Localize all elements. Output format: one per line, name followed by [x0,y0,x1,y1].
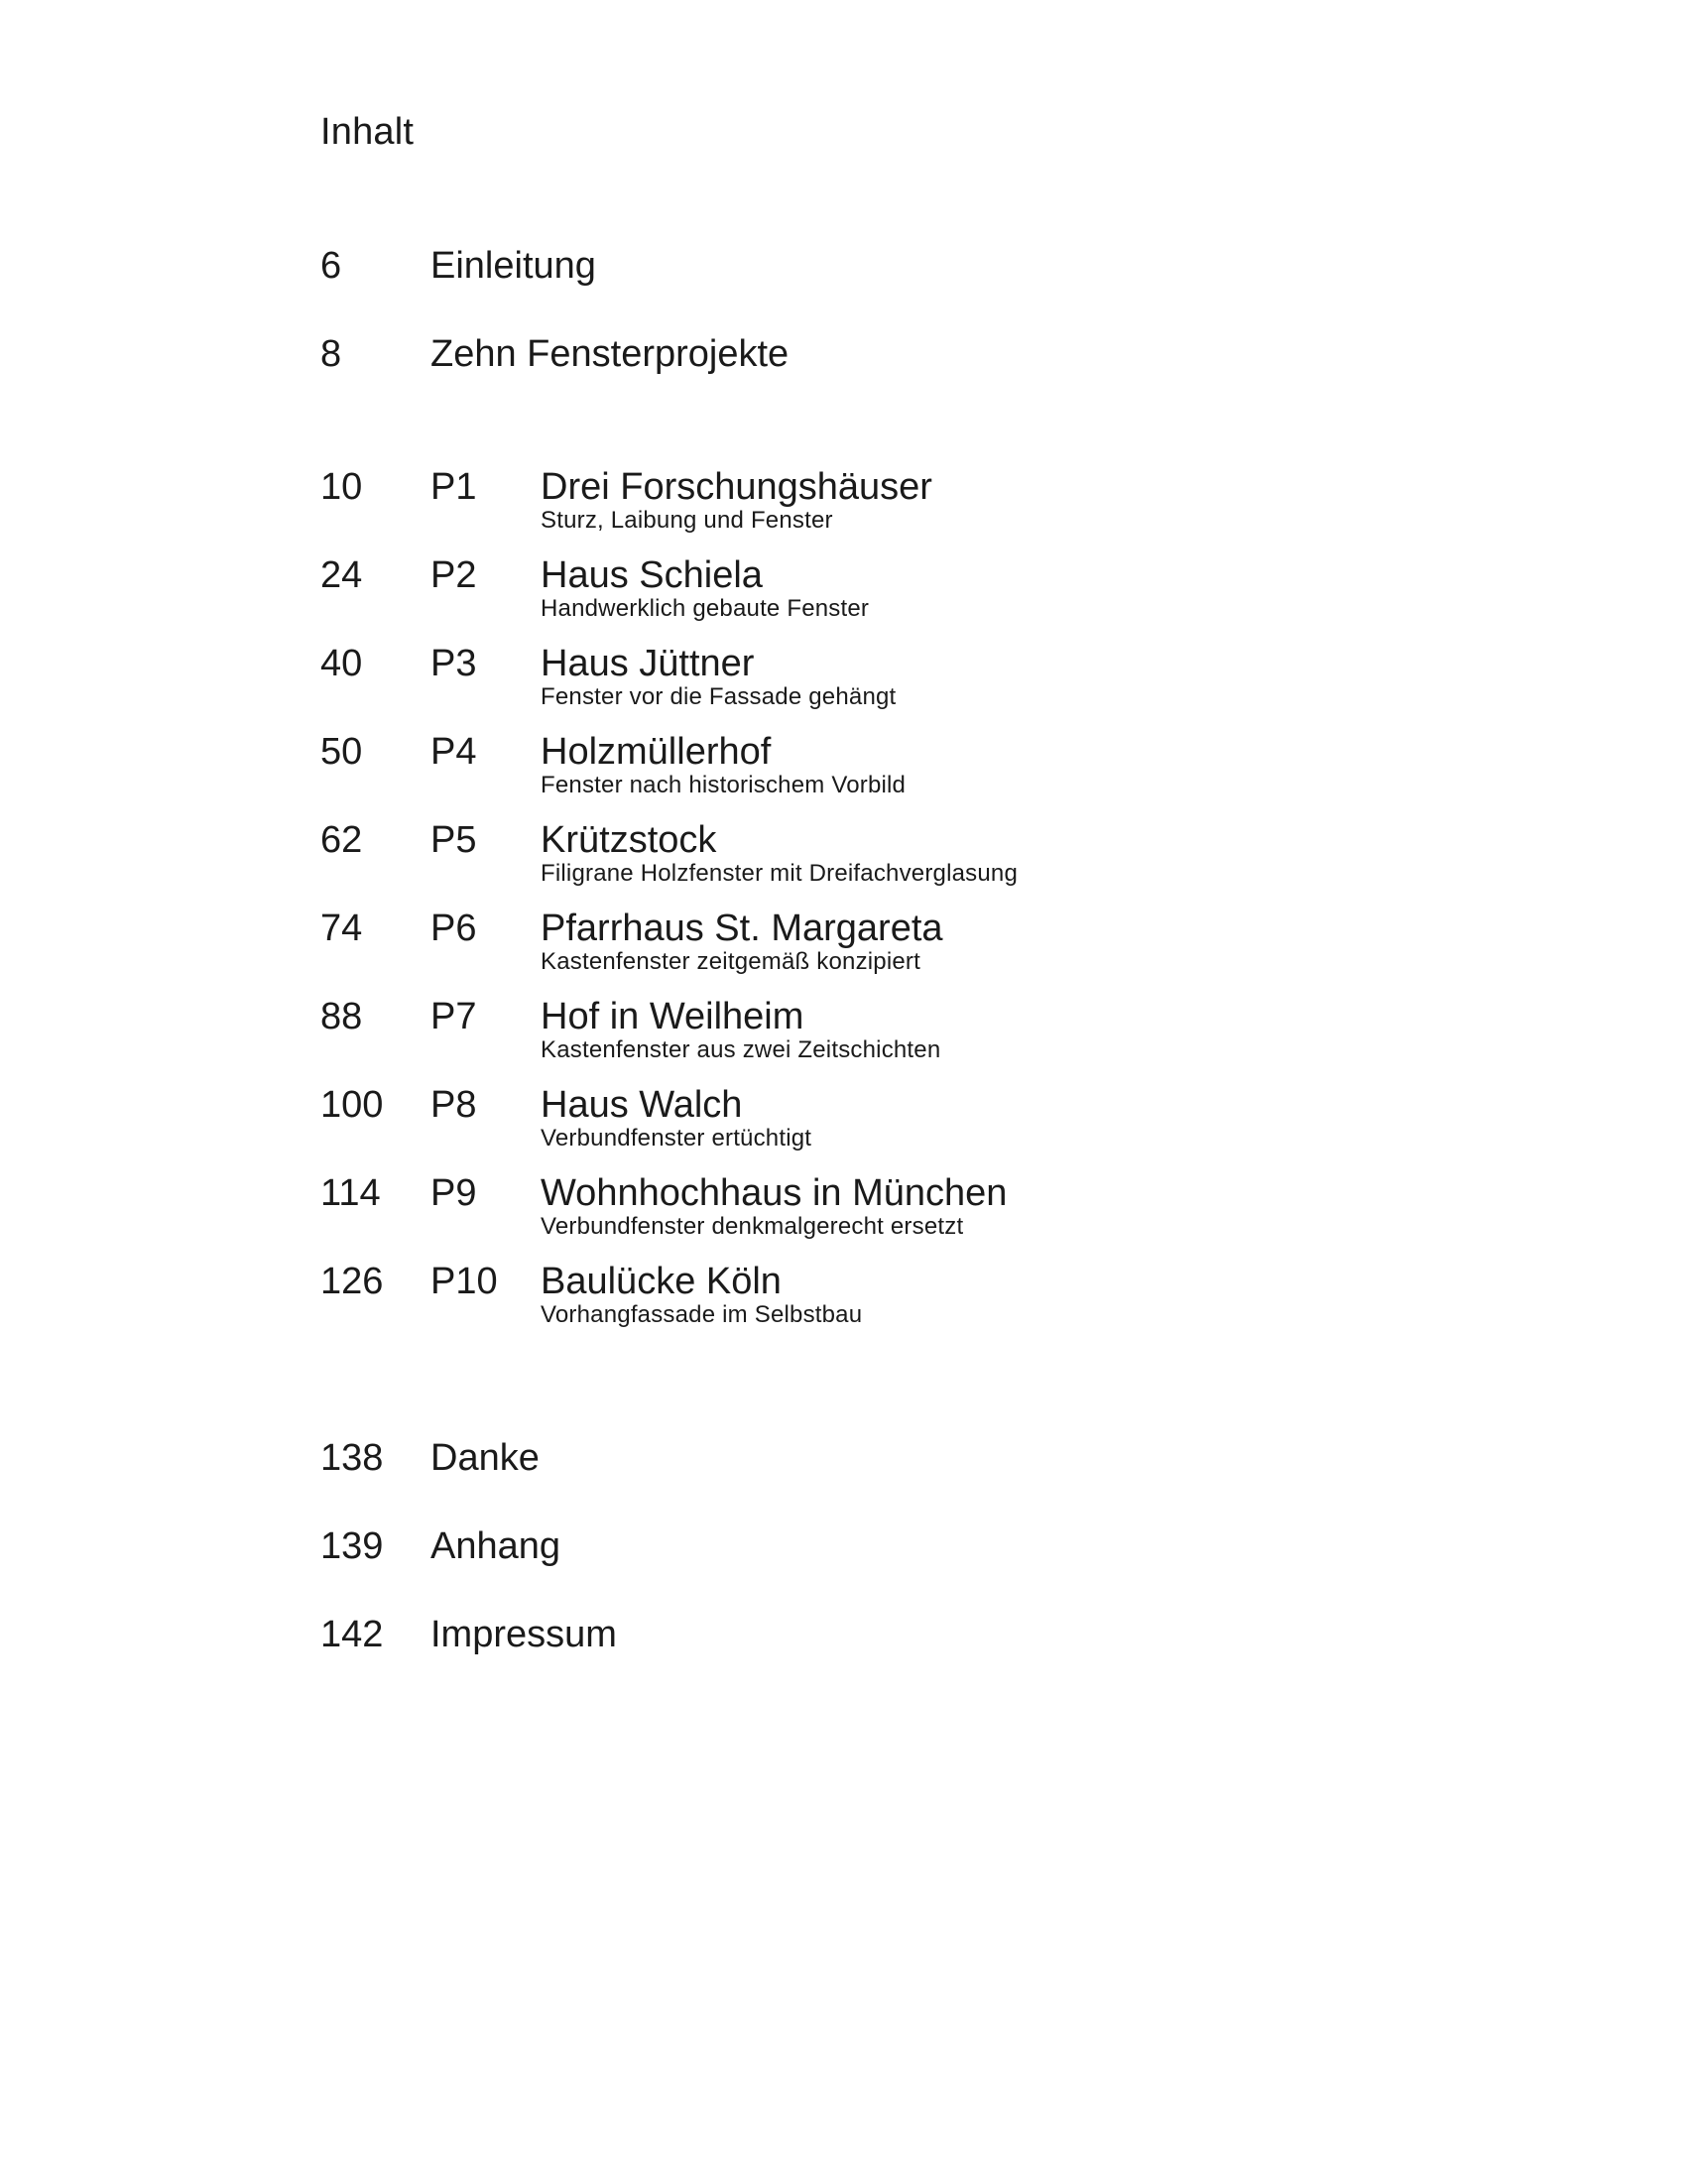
entry-title: Zehn Fensterprojekte [430,333,790,375]
toc-entry-project-p9[interactable] [320,1170,1411,1246]
toc-entry-project-p1[interactable] [320,464,1411,540]
page-number: 50 [320,731,363,773]
project-code: P7 [430,996,477,1037]
project-code: P8 [430,1084,477,1126]
page-number: 8 [320,333,342,375]
project-title: Hof in Weilheim [541,996,804,1037]
page-number: 62 [320,819,363,861]
toc-entry-project-p4[interactable] [320,729,1411,804]
entry-title: Impressum [430,1614,617,1655]
project-code: P3 [430,643,477,684]
project-subtitle: Verbundfenster ertüchtigt [541,1125,812,1152]
toc-entry-project-p8[interactable] [320,1082,1411,1157]
project-title: Holzmüllerhof [541,731,772,773]
page-number: 24 [320,554,363,596]
entry-title: Anhang [430,1525,561,1567]
page-number: 10 [320,466,363,508]
project-title: Krützstock [541,819,717,861]
project-subtitle: Verbundfenster denkmalgerecht ersetzt [541,1213,964,1240]
project-subtitle: Filigrane Holzfenster mit Dreifachverglasung [541,860,1018,887]
project-code: P5 [430,819,477,861]
project-title: Wohnhochhaus in München [541,1172,1008,1214]
project-code: P4 [430,731,477,773]
project-code: P1 [430,466,477,508]
toc-entry-danke[interactable] [320,1435,1411,1495]
entry-title: Danke [430,1437,540,1479]
page-number: 138 [320,1437,384,1479]
page-number: 142 [320,1614,384,1655]
entry-title: Einleitung [430,245,596,287]
project-title: Baulücke Köln [541,1261,782,1302]
page-number: 100 [320,1084,384,1126]
page-number: 114 [320,1172,381,1214]
toc-entry-project-p5[interactable] [320,817,1411,893]
project-code: P10 [430,1261,498,1302]
project-subtitle: Kastenfenster zeitgemäß konzipiert [541,948,920,975]
page-number: 88 [320,996,363,1037]
project-code: P2 [430,554,477,596]
project-subtitle: Fenster vor die Fassade gehängt [541,683,897,710]
project-title: Pfarrhaus St. Margareta [541,908,943,949]
project-code: P9 [430,1172,477,1214]
page-title: Inhalt [320,111,415,153]
toc-entry-zehn-fensterprojekte[interactable] [320,331,1411,391]
toc-entry-project-p3[interactable] [320,641,1411,716]
toc-entry-impressum[interactable] [320,1612,1411,1671]
toc-entry-einleitung[interactable] [320,243,1411,303]
project-code: P6 [430,908,477,949]
project-subtitle: Vorhangfassade im Selbstbau [541,1301,863,1328]
project-title: Haus Jüttner [541,643,755,684]
project-subtitle: Fenster nach historischem Vorbild [541,772,907,798]
project-title: Drei Forschungshäuser [541,466,932,508]
project-title: Haus Walch [541,1084,743,1126]
project-title: Haus Schiela [541,554,763,596]
page-number: 40 [320,643,363,684]
project-subtitle: Handwerklich gebaute Fenster [541,595,870,622]
project-subtitle: Sturz, Laibung und Fenster [541,507,833,534]
page-number: 6 [320,245,342,287]
toc-entry-project-p2[interactable] [320,552,1411,628]
project-subtitle: Kastenfenster aus zwei Zeitschichten [541,1036,941,1063]
toc-entry-project-p10[interactable] [320,1259,1411,1334]
toc-entry-anhang[interactable] [320,1523,1411,1583]
toc-entry-project-p6[interactable] [320,906,1411,981]
page-number: 139 [320,1525,384,1567]
page-number: 74 [320,908,363,949]
toc-entry-project-p7[interactable] [320,994,1411,1069]
page-number: 126 [320,1261,384,1302]
